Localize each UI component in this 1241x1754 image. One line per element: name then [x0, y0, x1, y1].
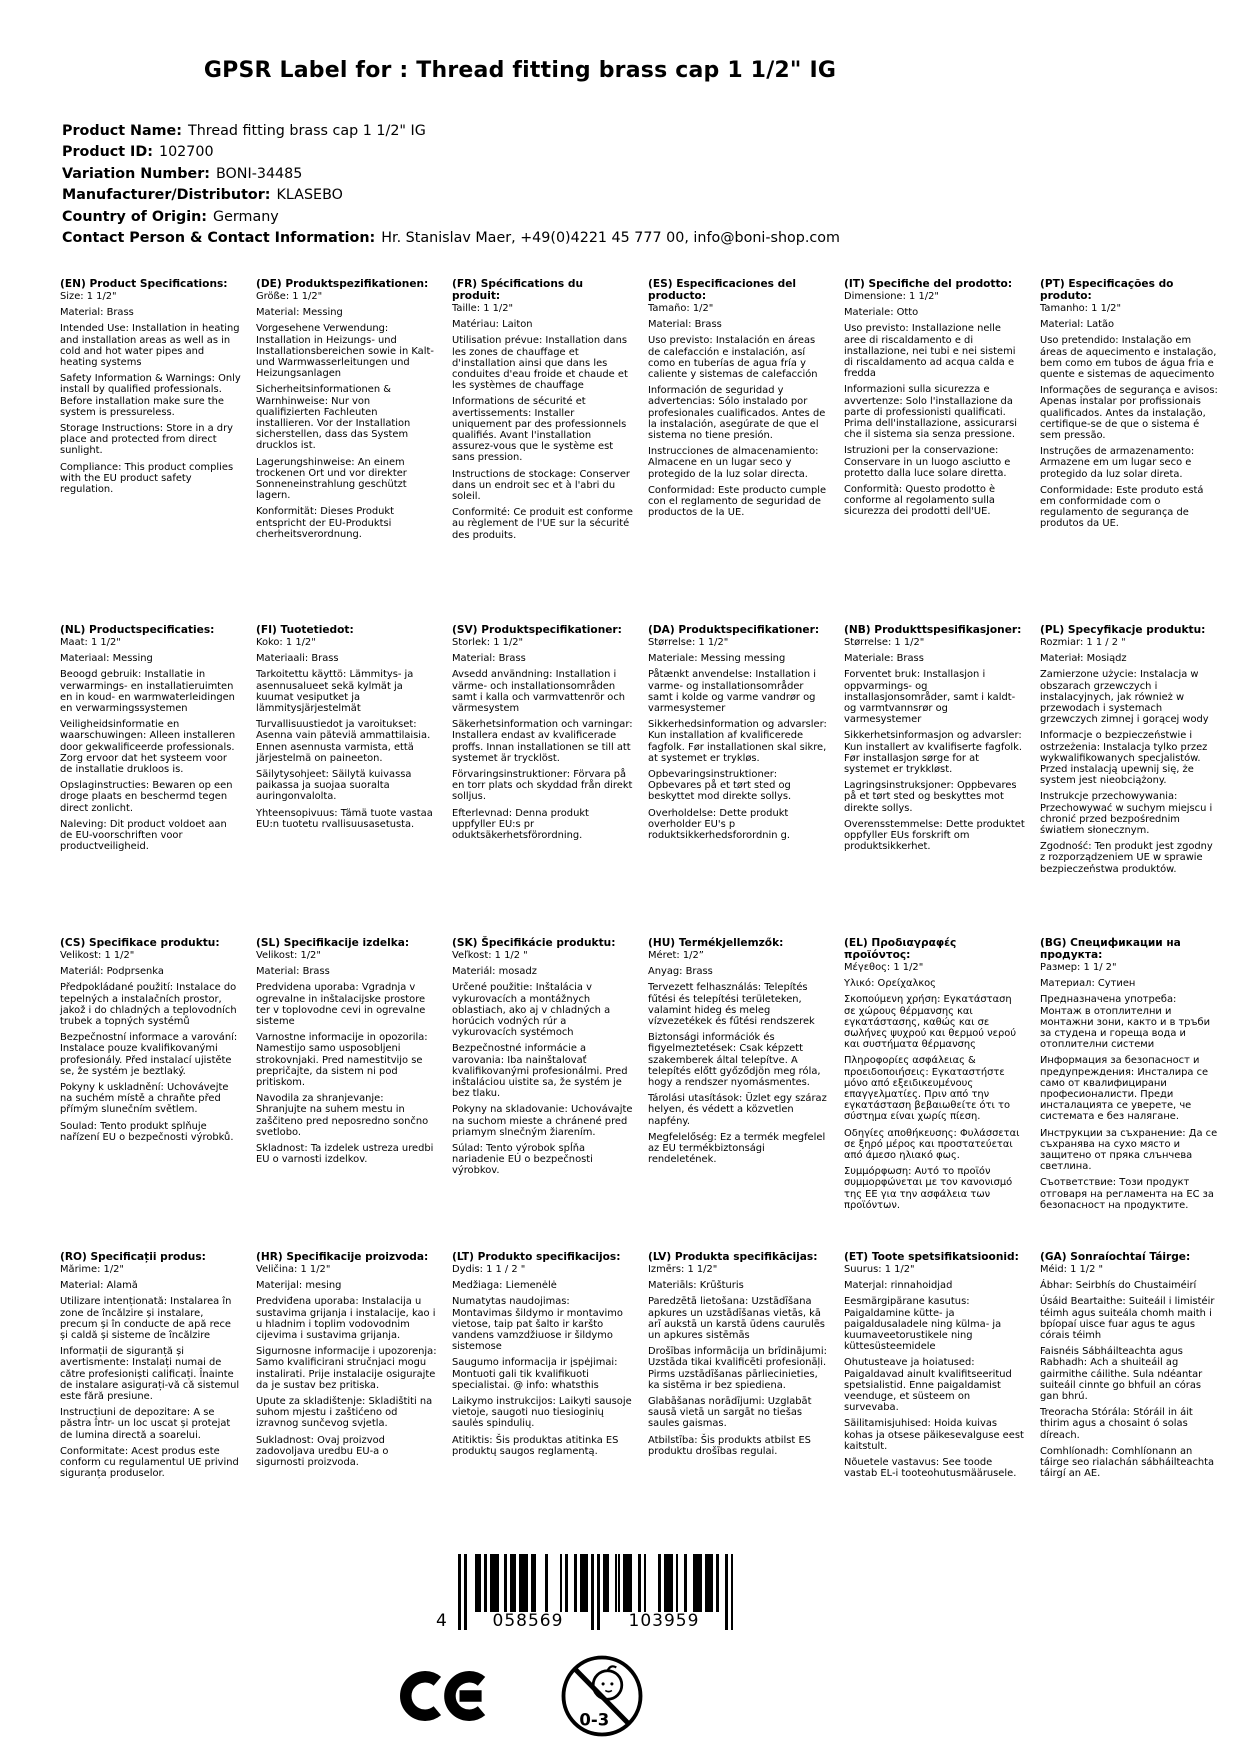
lang-spec-line: Faisnéis Sábháilteachta agus Rabhadh: Ach a shuiteáil ag gairmithe cáilithe. Sula ndéantar suiteáil cinnte go bhfuil an córas gan bhrú. [1040, 1346, 1203, 1403]
lang-spec-line: Předpokládané použití: Instalace do tepelných a instalačních prostor, jakož i do chladných a teplovodních trubek a topných systémů [60, 982, 237, 1028]
lang-body [1040, 303, 1221, 530]
barcode-digits-right: 103959 [628, 1611, 700, 1631]
lang-spec-line: Informações de segurança e avisos: Apenas instalar por profissionais qualificados. Antes da instalação, certifique-se de que o sistema é sem pressão. [1040, 385, 1218, 442]
barcode-bar [684, 1554, 687, 1612]
lang-spec-line: Conformidade: Este produto está em conformidade com o regulamento de segurança de produtos da UE. [1040, 484, 1204, 530]
lang-spec-line: Paredzētā lietošana: Uzstādīšana apkures un uzstādīšanas vietās, kā arī aukstā un karstā ūdens caurulēs un apkures sistēmās [648, 1296, 825, 1342]
lang-spec-line: Säkerhetsinformation och varningar: Installera endast av kvalificerade proffs. Innan installationen se till att systemet är trycklöst. [452, 719, 633, 764]
barcode-bar [565, 1554, 568, 1612]
lang-block-es [648, 278, 829, 624]
lang-spec-line: Efterlevnad: Denna produkt uppfyller EU:s pr oduktsäkerhetsförordning. [452, 807, 589, 842]
lang-header: (FR) Spécifications du produit: [452, 278, 583, 302]
barcode-bar [484, 1554, 487, 1612]
lang-block-en [60, 278, 241, 624]
lang-spec-line: Navodila za shranjevanje: Shranjujte na suhem mestu in zaščiteno pred neposredno sončno svetlobo. [256, 1093, 429, 1138]
lang-block-fi [256, 624, 437, 937]
lang-spec-line: Größe: 1 1/2" [256, 291, 323, 302]
product-info-row [62, 142, 840, 163]
lang-spec-line: Suurus: 1 1/2" [844, 1264, 915, 1275]
barcode-bar [670, 1554, 673, 1612]
lang-block-fr [452, 278, 633, 624]
lang-block-it [844, 278, 1025, 624]
lang-spec-line: Συμμόρφωση: Αυτό το προϊόν συμμορφώνεται με τον κανονισμό της ΕΕ για την ασφάλεια των προϊόντων. [844, 1166, 1013, 1211]
lang-spec-line: Tárolási utasítások: Üzlet egy száraz helyen, és védett a közvetlen napfény. [648, 1093, 827, 1127]
lang-block-da [648, 624, 829, 937]
lang-spec-line: Conformidad: Este producto cumple con el reglamento de seguridad de productos de la UE. [648, 484, 827, 519]
lang-spec-line: Sigurnosne informacije i upozorenja: Samo kvalificirani stručnjaci mogu instalirati. Prije instalacije osigurajte da je sustav bez pritiska. [256, 1346, 437, 1391]
lang-spec-line: Predviđena uporaba: Instalacija u sustavima grijanja i instalacije, kao i u hladnim i toplim vodovodnim cijevima i sustavima grijanja. [256, 1296, 436, 1342]
product-info-label: Manufacturer/Distributor: [62, 187, 271, 204]
lang-block-bg [1040, 937, 1221, 1251]
lang-spec-line: Forventet bruk: Installasjon i oppvarmings- og installasjonsområder, samt i kaldt- og varmtvannsrør og varmesystemer [844, 669, 1016, 726]
lang-body [1040, 1264, 1221, 1479]
lang-header: (ES) Especificaciones del producto: [648, 278, 797, 302]
barcode-bar [710, 1554, 713, 1612]
lang-spec-line: Material: Alamă [60, 1280, 138, 1292]
barcode-digits-left: 058569 [492, 1611, 564, 1631]
lang-spec-line: Izmērs: 1 1/2" [648, 1264, 718, 1275]
lang-spec-line: Naleving: Dit product voldoet aan de EU-voorschriften voor productveiligheid. [60, 818, 227, 853]
lang-header: (ET) Toote spetsifikatsioonid: [844, 1251, 1019, 1263]
barcode-bar [597, 1554, 600, 1630]
lang-spec-line: Материал: Сутиен [1040, 978, 1136, 990]
lang-spec-line: Material: Brass [60, 307, 134, 319]
barcode-bar [618, 1554, 621, 1612]
lang-spec-line: Maat: 1 1/2" [60, 637, 121, 648]
barcode-bar [591, 1554, 594, 1630]
lang-spec-line: Yhteensopivuus: Tämä tuote vastaa EU:n tuotetu rvallisuusasetusta. [256, 807, 433, 830]
lang-spec-line: Beoogd gebruik: Installatie in verwarmings- en installatieruimten en in koud- en warmwaterleidingen en verwarmingssystemen [60, 669, 235, 715]
lang-spec-line: Skladnost: Ta izdelek ustreza uredbi EU o varnosti izdelkov. [256, 1143, 434, 1166]
lang-block-nb [844, 624, 1025, 937]
lang-header: (DA) Produktspecifikationer: [648, 624, 820, 636]
lang-spec-line: Istruzioni per la conservazione: Conservare in un luogo asciutto e protetto dalla luce solare diretta. [844, 445, 1011, 479]
barcode [436, 1554, 736, 1646]
lang-spec-line: Materiale: Messing messing [648, 653, 786, 665]
lang-header: (SV) Produktspecifikationer: [452, 624, 622, 636]
lang-block-et [844, 1251, 1025, 1571]
lang-block-pt [1040, 278, 1221, 624]
lang-spec-line: Size: 1 1/2" [60, 291, 117, 302]
lang-spec-line: Instrucțiuni de depozitare: A se păstra într- un loc uscat și protejat de lumina directă a soarelui. [60, 1407, 231, 1441]
lang-spec-line: Storage Instructions: Store in a dry place and protected from direct sunlight. [60, 423, 233, 457]
lang-spec-line: Turvallisuustiedot ja varoitukset: Asenna vain päteviä ammattilaisia. Ennen asennusta varmista, että järjestelmä on paineeton. [256, 719, 431, 764]
lang-spec-line: Anyag: Brass [648, 966, 713, 978]
lang-spec-line: Medžiaga: Liemenėlė [452, 1280, 557, 1292]
product-info-row [62, 164, 840, 185]
lang-spec-line: Compliance: This product complies with the EU product safety regulation. [60, 461, 234, 496]
barcode-bar [464, 1554, 467, 1630]
lang-block-nl [60, 624, 241, 937]
lang-body [452, 950, 633, 1177]
barcode-bar [638, 1554, 641, 1612]
lang-block-hr [256, 1251, 437, 1571]
barcode-bar [545, 1554, 548, 1612]
lang-spec-line: Materiāls: Krūšturis [648, 1280, 744, 1292]
product-info-label: Country of Origin: [62, 208, 208, 225]
lang-spec-line: Предназначена употреба: Монтаж в отоплителни и монтажни зони, както и в тръби за студена и гореща вода и отоплителни системи [1040, 994, 1211, 1051]
lang-spec-line: Atbilstība: Šis produkts atbilst ES produktu drošības regulai. [648, 1434, 811, 1457]
lang-body [844, 291, 1025, 518]
lang-body [452, 303, 633, 541]
lang-spec-line: Drošības informācija un brīdinājumi: Uzstāda tikai kvalificēti profesionāļi. Pirms uzstādīšanas pārliecinieties, ka sistēma ir bez spiediena. [648, 1346, 827, 1391]
lang-spec-line: Veľkost: 1 1/2 " [452, 950, 528, 961]
lang-spec-line: Οδηγίες αποθήκευσης: Φυλάσσεται σε ξηρό μέρος και προστατεύεται από άμεσο ηλιακό φως. [844, 1127, 1020, 1162]
lang-spec-line: Treoracha Stórála: Stóráil in áit thirim agus a chosaint ó solas díreach. [1040, 1407, 1193, 1441]
lang-spec-line: Förvaringsinstruktioner: Förvara på en torr plats och skyddad från direkt solljus. [452, 769, 633, 803]
product-info-label: Product Name: [62, 123, 182, 139]
lang-block-hu [648, 937, 829, 1251]
lang-block-cs [60, 937, 241, 1251]
lang-body [1040, 637, 1221, 875]
lang-spec-line: Instruções de armazenamento: Armazene em um lugar seco e protegido da luz solar direta. [1040, 446, 1195, 480]
lang-spec-line: Instrukcje przechowywania: Przechowywać w suchym miejscu i chronić przed bezpośrednim światłem słonecznym. [1040, 791, 1213, 837]
barcode-bar [478, 1554, 481, 1612]
lang-body [256, 950, 437, 1165]
barcode-bar [525, 1554, 528, 1612]
lang-header: (PT) Especificações do produto: [1040, 278, 1174, 302]
lang-spec-line: Velikost: 1/2" [256, 950, 321, 961]
lang-spec-line: Μέγεθος: 1 1/2" [844, 962, 924, 973]
lang-spec-line: Glabāšanas norādījumi: Uzglabāt sausā vietā un sargāt no tiešas saules gaismas. [648, 1396, 812, 1430]
lang-spec-line: Υλικό: Ορείχαλκος [844, 978, 936, 990]
lang-body [648, 950, 829, 1165]
lang-header: (BG) Спецификации на продукта: [1040, 937, 1181, 961]
product-info-row [62, 228, 840, 249]
lang-spec-line: Laikymo instrukcijos: Laikyti sausoje vietoje, saugoti nuo tiesioginių saulės spindulių. [452, 1396, 632, 1430]
lang-spec-line: Ohutusteave ja hoiatused: Paigaldavad ainult kvalifitseeritud spetsialistid. Enne paigaldamist veenduge, et süsteem on survevaba. [844, 1357, 1012, 1414]
lang-spec-line: Mărime: 1/2" [60, 1264, 124, 1275]
lang-spec-line: Pokyny na skladovanie: Uchovávajte na suchom mieste a chránené pred priamym slnečným žiarením. [452, 1104, 633, 1138]
lang-spec-line: Veiligheidsinformatie en waarschuwingen: Alleen installeren door gekwalificeerde professionals. Zorg ervoor dat het systeem voor de installatie drukloos is. [60, 719, 236, 776]
lang-spec-line: Σκοπούμενη χρήση: Εγκατάσταση σε χώρους θέρμανσης και εγκατάστασης, καθώς και σε σωλήνες ψυχρού και θερμού νερού και συστήματα θέρμανσης [844, 994, 1017, 1051]
barcode-bar [458, 1554, 461, 1630]
lang-body [60, 291, 241, 495]
lang-spec-line: Upute za skladištenje: Skladištiti na suhom mjestu i zaštićeno od izravnog sunčevog svjetla. [256, 1396, 433, 1430]
lang-body [844, 962, 1025, 1211]
lang-body [648, 303, 829, 518]
lang-spec-line: Информация за безопасност и предупреждения: Инсталира се само от квалифицирани професионалисти. Преди инсталацията се уверете, че системата е без налягане. [1040, 1055, 1209, 1123]
lang-spec-line: Zamierzone użycie: Instalacja w obszarach grzewczych i instalacyjnych, jak również w przewodach i systemach grzewczych zimnej i gorącej wody [1040, 669, 1209, 726]
lang-spec-line: Informazioni sulla sicurezza e avvertenze: Solo l'installazione da parte di professionisti qualificati. Prima dell'installazione, assicurarsi che il sistema sia senza pressione. [844, 384, 1017, 441]
lang-spec-line: Méid: 1 1/2 " [1040, 1264, 1104, 1275]
lang-spec-line: Påtænkt anvendelse: Installation i varme- og installationsområder samt i kolde og varme vandrør og varmesystemer [648, 669, 816, 715]
lang-spec-line: Utilizare intenționată: Instalarea în zone de încălzire și instalare, precum și în conducte de apă rece și caldă și sisteme de încălzire [60, 1296, 232, 1342]
barcode-bar [658, 1554, 661, 1612]
lang-spec-line: Material: Latão [1040, 319, 1115, 331]
lang-header: (IT) Specifiche del prodotto: [844, 278, 1013, 290]
lang-spec-line: Overensstemmelse: Dette produktet oppfyller EUs forskrift om produktsikkerhet. [844, 818, 1025, 853]
lang-body [256, 637, 437, 830]
lang-body [1040, 962, 1221, 1211]
lang-header: (LV) Produkta specifikācijas: [648, 1251, 818, 1263]
lang-header: (HR) Specifikacije proizvoda: [256, 1251, 429, 1263]
barcode-bar [574, 1554, 577, 1612]
lang-spec-line: Opbevaringsinstruktioner: Opbevares på et tørt sted og beskyttet mod direkte sollys. [648, 769, 792, 803]
lang-block-ro [60, 1251, 241, 1571]
lang-block-pl [1040, 624, 1221, 937]
lang-header: (GA) Sonraíochtaí Táirge: [1040, 1251, 1191, 1263]
product-info-label: Contact Person & Contact Information: [62, 230, 376, 247]
lang-header: (DE) Produktspezifikationen: [256, 278, 429, 290]
lang-spec-line: Sicherheitsinformationen & Warnhinweise: Nur von qualifizierten Fachleuten installieren. Vor der Installation sicherstellen, dass das System drucklos ist. [256, 384, 411, 452]
lang-spec-line: Bezpečnostné informácie a varovania: Iba nainštalovať kvalifikovanými profesionálmi. Pred inštaláciou uistite sa, že systém je bez tlaku. [452, 1043, 628, 1100]
lang-spec-line: Materiaali: Brass [256, 653, 339, 665]
page-title: GPSR Label for : Thread fitting brass cap 1 1/2" IG [203, 58, 837, 83]
lang-spec-line: Tamaño: 1/2" [648, 303, 714, 314]
lang-spec-line: Uso previsto: Installazione nelle aree di riscaldamento e di installazione, nei tubi e nei sistemi di riscaldamento ad acqua calda e fredda [844, 323, 1016, 380]
lang-spec-line: Méret: 1/2” [648, 950, 704, 961]
lang-header: (SK) Špecifikácie produktu: [452, 937, 616, 949]
lang-spec-line: Predvidena uporaba: Vgradnja v ogrevalne in inštalacijske prostore ter v toplovodne cevi in ogrevalne sisteme [256, 982, 426, 1028]
lang-spec-line: Conformità: Questo prodotto è conforme al regolamento sulla sicurezza dei prodotti dell'UE. [844, 484, 996, 518]
lang-spec-line: Avsedd användning: Installation i värme- och installationsområden samt i kalla och varmvattenrör och värmesystem [452, 669, 626, 715]
lang-spec-line: Koko: 1 1/2" [256, 637, 316, 648]
lang-header: (PL) Specyfikacje produktu: [1040, 624, 1206, 636]
lang-header: (RO) Specificații produs: [60, 1251, 206, 1263]
lang-spec-line: Numatytas naudojimas: Montavimas šildymo ir montavimo vietose, taip pat šalto ir karšto vandens vamzdžiuose ir šildymo sistemose [452, 1296, 623, 1353]
lang-body [256, 291, 437, 540]
lang-spec-line: Materiał: Mosiądz [1040, 653, 1127, 665]
lang-spec-line: Zgodność: Ten produkt jest zgodny z rozporządzeniem UE w sprawie bezpieczeństwa produktów. [1040, 841, 1213, 875]
lang-spec-line: Rozmiar: 1 1 / 2 " [1040, 637, 1126, 648]
lang-spec-line: Určené použitie: Inštalácia v vykurovacích a montážnych oblastiach, ako aj v chladných a horúcich vodných rúr a vykurovacích systémoch [452, 982, 611, 1039]
lang-spec-line: Materjal: rinnahoidjad [844, 1280, 953, 1292]
barcode-bar [676, 1554, 679, 1612]
lang-spec-line: Overholdelse: Dette produkt overholder EU's p roduktsikkerhedsforordnin g. [648, 807, 791, 842]
lang-spec-line: Súlad: Tento výrobok spĺňa nariadenie EÚ o bezpečnosti výrobkov. [452, 1143, 593, 1177]
lang-body [60, 1264, 241, 1479]
lang-spec-line: Material: Brass [648, 319, 722, 331]
barcode-bar [560, 1554, 563, 1612]
lang-spec-line: Veličina: 1 1/2" [256, 1264, 331, 1275]
lang-spec-line: Størrelse: 1 1/2" [844, 637, 925, 648]
product-info-row [62, 121, 840, 142]
lang-spec-line: Tamanho: 1 1/2" [1040, 303, 1121, 314]
lang-spec-line: Opslaginstructies: Bewaren op een droge plaats en beschermd tegen direct zonlicht. [60, 780, 233, 814]
lang-spec-line: Instrucciones de almacenamiento: Almacene en un lugar seco y protegido de la luz solar directa. [648, 446, 819, 480]
lang-spec-line: Safety Information & Warnings: Only install by qualified professionals. Before installation make sure the system is pressureless. [60, 373, 241, 418]
lang-spec-line: Materijal: mesing [256, 1280, 342, 1292]
lang-spec-line: Biztonsági információk és figyelmeztetések: Csak képzett szakemberek által telepítve. A telepítés előtt győződjön meg róla, hogy a rendszer nyomásmentes. [648, 1032, 821, 1089]
product-info-label: Variation Number: [62, 165, 210, 182]
lang-spec-line: Vorgesehene Verwendung: Installation in Heizungs- und Installationsbereichen sowie in Kalt- und Warmwasserleitungen und Heizungsanlagen [256, 323, 434, 380]
lang-header: (FI) Tuotetiedot: [256, 624, 354, 636]
lang-spec-line: Utilisation prévue: Installation dans les zones de chauffage et d'installation ainsi que dans les conduites d'eau froide et chaude et les systèmes de chauffage [452, 335, 628, 392]
barcode-bar [644, 1554, 647, 1612]
lang-spec-line: Materiale: Brass [844, 653, 924, 665]
lang-spec-line: Съответствие: Този продукт отговаря на регламента на ЕС за безопасност на продуктите. [1040, 1177, 1214, 1211]
age-warning-label: 0-3 [579, 1710, 610, 1730]
lang-body [452, 1264, 633, 1457]
lang-block-sv [452, 624, 633, 937]
lang-spec-line: Størrelse: 1 1/2" [648, 637, 729, 648]
barcode-bar [586, 1554, 589, 1612]
lang-header: (LT) Produkto specifikacijos: [452, 1251, 621, 1263]
certification-marks [400, 1652, 646, 1740]
barcode-bar [731, 1554, 734, 1630]
lang-spec-line: Materiale: Otto [844, 307, 919, 319]
lang-block-lt [452, 1251, 633, 1571]
barcode-bar [699, 1554, 702, 1612]
lang-body [648, 1264, 829, 1457]
lang-header: (EN) Product Specifications: [60, 278, 228, 290]
lang-header: (NB) Produkttspesifikasjoner: [844, 624, 1022, 636]
lang-spec-line: Säilitamisjuhised: Hoida kuivas kohas ja otsese päikesevalguse eest kaitstult. [844, 1418, 1024, 1452]
lang-spec-line: Instructions de stockage: Conserver dans un endroit sec et à l'abri du soleil. [452, 468, 630, 503]
lang-spec-line: Tervezett felhasználás: Telepítés fűtési és telepítési területeken, valamint hideg és meleg vízvezetékek és fűtési rendszerek [648, 982, 815, 1028]
lang-body [60, 950, 241, 1143]
lang-spec-line: Úsáid Beartaithe: Suiteáil i limistéir téimh agus suiteála chomh maith i bpíopaí uisce fuar agus te agus córais téimh [1040, 1296, 1215, 1342]
lang-header: (EL) Προδιαγραφές προϊόντος: [844, 937, 957, 961]
barcode-digit-lead: 4 [436, 1611, 448, 1631]
lang-spec-line: Saugumo informacija ir įspėjimai: Montuoti gali tik kvalifikuoti specialistai. @ info: whatsthis [452, 1357, 618, 1391]
lang-spec-line: Dimensione: 1 1/2" [844, 291, 939, 302]
lang-spec-line: Materiál: Podprsenka [60, 966, 164, 978]
barcode-bar [504, 1554, 507, 1612]
age-warning-icon [558, 1652, 646, 1740]
lang-spec-line: Nõuetele vastavus: See toode vastab EL-i tooteohutusmäärusele. [844, 1457, 1017, 1480]
lang-spec-line: Intended Use: Installation in heating and installation areas as well as in cold and hot water pipes and heating systems [60, 323, 240, 369]
lang-spec-line: Uso previsto: Instalación en áreas de calefacción e instalación, así como en tuberías de agua fría y caliente y sistemas de calefacción [648, 335, 818, 381]
product-info-value: KLASEBO [276, 187, 343, 204]
language-grid [60, 278, 1221, 1571]
lang-spec-line: Konformität: Dieses Produkt entspricht der EU-Produktsi cherheitsverordnung. [256, 506, 395, 540]
lang-block-sk [452, 937, 633, 1251]
lang-spec-line: Säilytysohjeet: Säilytä kuivassa paikassa ja suojaa suoralta auringonvalolta. [256, 769, 412, 803]
barcode-section [0, 1548, 1241, 1754]
barcode-bar [629, 1554, 632, 1612]
lang-body [256, 1264, 437, 1468]
lang-spec-line: Πληροφορίες ασφάλειας & προειδοποιήσεις: Εγκαταστήστε μόνο από εξειδικευμένους επαγγελματίες. Πριν από την εγκατάσταση βεβαιωθείτε ότι το σύστημα είναι χωρίς πίεση. [844, 1055, 1010, 1123]
lang-spec-line: Sikkerhedsinformation og advarsler: Kun installation af kvalificerede fagfolk. Før installationen skal sikre, at systemet er trykløs. [648, 719, 827, 764]
lang-spec-line: Инструкции за съхранение: Да се съхранява на сухо място и защитено от пряка слънчева светлина. [1040, 1127, 1218, 1173]
lang-spec-line: Informations de sécurité et avertissements: Installer uniquement par des professionnels qualifiés. Avant l'installation assurez-vous que le système est sans pression. [452, 396, 627, 464]
lang-spec-line: Megfelelőség: Ez a termék megfelel az EU termékbiztonsági rendeletének. [648, 1131, 826, 1166]
product-info-row [62, 207, 840, 228]
product-info-label: Product ID: [62, 144, 153, 161]
ce-mark-icon [400, 1665, 496, 1727]
lang-body [60, 637, 241, 852]
lang-spec-line: Varnostne informacije in opozorila: Namestijo samo usposobljeni strokovnjaki. Pred namestitvijo se prepričajte, da sistem ni pod pritiskom. [256, 1032, 428, 1089]
lang-spec-line: Informacje o bezpieczeństwie i ostrzeżenia: Instalacja tylko przez wykwalifikowanych specjalistów. Przed instalacją upewnij się, że system jest nieobciążony. [1040, 730, 1208, 787]
barcode-bar [606, 1554, 609, 1612]
lang-spec-line: Sikkerhetsinformasjon og advarsler: Kun installert av kvalifiserte fagfolk. Før installasjon sørge for at systemet er trykkløst. [844, 730, 1022, 776]
lang-spec-line: Información de seguridad y advertencias: Sólo instalado por profesionales cualificados. Antes de la instalación, asegúrate de que el sistema no tiene presión. [648, 385, 826, 442]
product-info-value: 102700 [158, 144, 214, 161]
product-info [62, 121, 840, 249]
lang-spec-line: Soulad: Tento produkt splňuje nařízení EU o bezpečnosti výrobků. [60, 1120, 234, 1143]
lang-spec-line: Sukladnost: Ovaj proizvod zadovoljava uredbu EU-a o sigurnosti proizvoda. [256, 1434, 389, 1469]
lang-block-de [256, 278, 437, 624]
lang-spec-line: Размер: 1 1/ 2" [1040, 962, 1117, 973]
product-info-value: BONI-34485 [215, 165, 303, 182]
lang-body [648, 637, 829, 841]
lang-spec-line: Tarkoitettu käyttö: Lämmitys- ja asennusalueet sekä kylmät ja kuumat vesiputket ja lämmitysjärjestelmät [256, 669, 414, 715]
lang-spec-line: Informații de siguranță și avertismente: Instalați numai de către profesioniști calificați. Înainte de instalare asigurați-vă că sistemul este fără presiune. [60, 1346, 240, 1403]
lang-spec-line: Dydis: 1 1 / 2 " [452, 1264, 526, 1275]
lang-spec-line: Materiál: mosadz [452, 966, 537, 978]
lang-spec-line: Bezpečnostní informace a varování: Instalace pouze kvalifikovanými profesionály. Před instalací ujistěte se, že systém je beztlaký. [60, 1032, 238, 1077]
lang-spec-line: Lagerungshinweise: An einem trockenen Ort und vor direkter Sonneneinstrahlung geschützt lagern. [256, 456, 407, 502]
lang-spec-line: Conformitate: Acest produs este conform cu regulamentul UE privind siguranța produselor. [60, 1445, 239, 1480]
lang-block-el [844, 937, 1025, 1251]
barcode-bar [725, 1554, 728, 1630]
lang-spec-line: Taille: 1 1/2" [452, 303, 514, 314]
lang-spec-line: Lagringsinstruksjoner: Oppbevares på et tørt sted og beskyttes mot direkte sollys. [844, 780, 1017, 814]
lang-spec-line: Material: Brass [256, 966, 330, 978]
lang-block-ga [1040, 1251, 1221, 1571]
lang-body [844, 1264, 1025, 1479]
lang-body [844, 637, 1025, 852]
barcode-bar [533, 1554, 536, 1612]
lang-spec-line: Materiaal: Messing [60, 653, 153, 665]
product-info-value: Germany [213, 208, 279, 225]
lang-spec-line: Uso pretendido: Instalação em áreas de aquecimento e instalação, bem como em tubos de água fria e quente e sistemas de aquecimento [1040, 335, 1217, 381]
lang-spec-line: Ábhar: Seirbhís do Chustaiméirí [1040, 1280, 1197, 1292]
lang-spec-line: Storlek: 1 1/2" [452, 637, 524, 648]
lang-header: (NL) Productspecificaties: [60, 624, 215, 636]
product-info-value: Thread fitting brass cap 1 1/2" IG [187, 123, 426, 139]
lang-spec-line: Velikost: 1 1/2" [60, 950, 135, 961]
barcode-bar [716, 1554, 719, 1612]
lang-spec-line: Eesmärgipärane kasutus: Paigaldamine kütte- ja paigaldusaladele ning külma- ja kuumaveetorustikele ning küttesüsteemidele [844, 1296, 1002, 1353]
lang-header: (HU) Termékjellemzők: [648, 937, 784, 949]
barcode-bar [513, 1554, 516, 1612]
product-info-value: Hr. Stanislav Maer, +49(0)4221 45 777 00, info@boni-shop.com [381, 230, 840, 247]
lang-spec-line: Comhlíonadh: Comhlíonann an táirge seo rialachán sábháilteachta táirgí an AE. [1040, 1445, 1215, 1480]
lang-spec-line: Atitiktis: Šis produktas atitinka ES produktų saugos reglamentą. [452, 1434, 619, 1457]
lang-block-lv [648, 1251, 829, 1571]
lang-header: (SL) Specifikacije izdelka: [256, 937, 410, 949]
lang-body [452, 637, 633, 841]
lang-block-sl [256, 937, 437, 1251]
lang-spec-line: Pokyny k uskladnění: Uchovávejte na suchém místě a chraňte před přímým slunečním světlem. [60, 1082, 229, 1116]
lang-header: (CS) Specifikace produktu: [60, 937, 220, 949]
product-info-row [62, 185, 840, 206]
lang-spec-line: Matériau: Laiton [452, 319, 533, 331]
barcode-bar [496, 1554, 499, 1612]
lang-spec-line: Material: Brass [452, 653, 526, 665]
lang-spec-line: Material: Messing [256, 307, 343, 319]
lang-spec-line: Conformité: Ce produit est conforme au règlement de l'UE sur la sécurité des produits. [452, 507, 633, 541]
